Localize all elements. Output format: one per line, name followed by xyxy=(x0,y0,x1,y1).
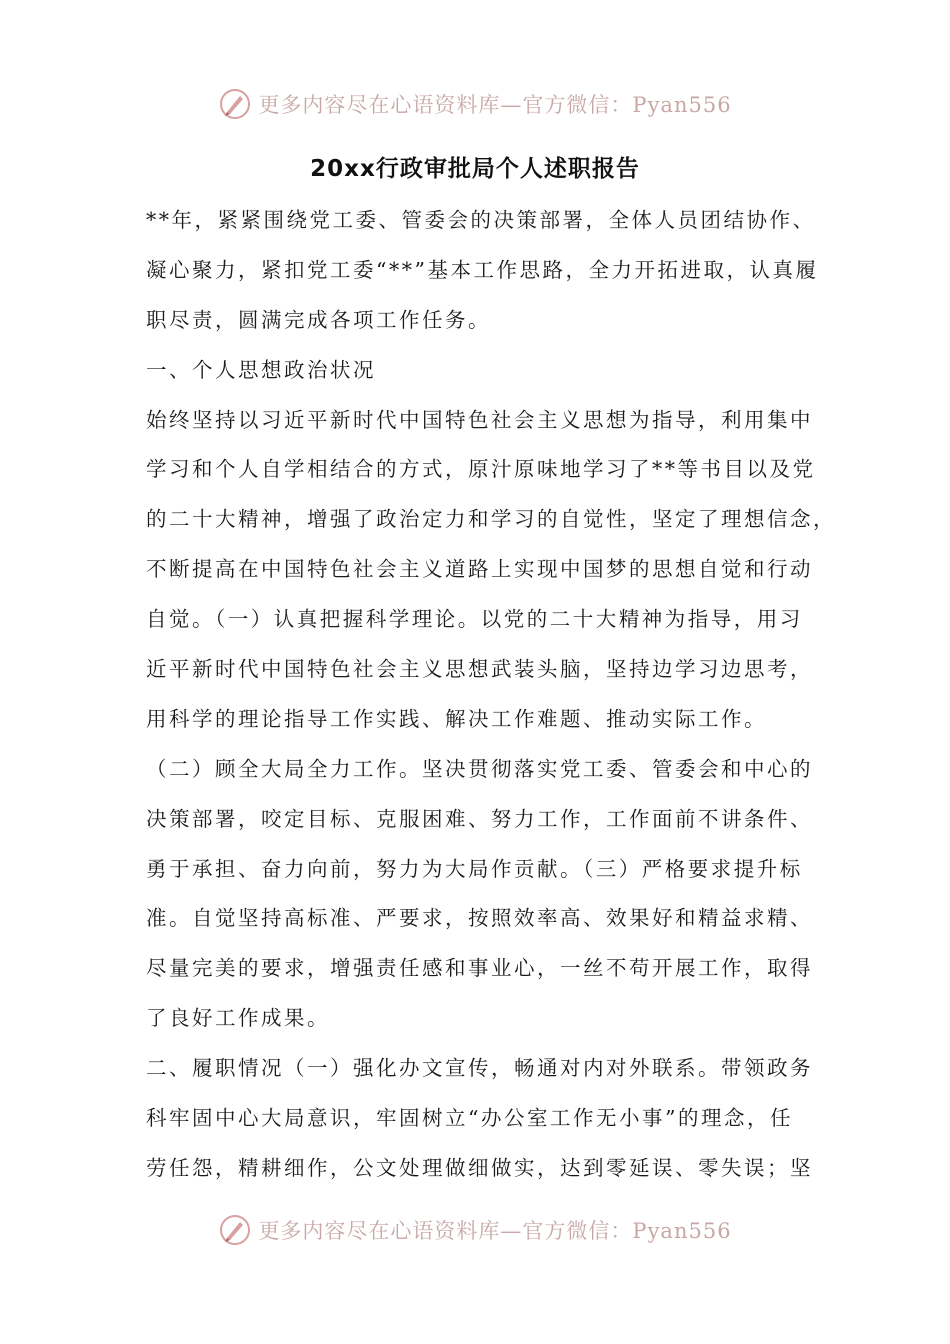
paragraph-line: 劳任怨，精耕细作，公文处理做细做实，达到零延误、零失误；坚 xyxy=(146,1155,813,1180)
paragraph-line: 职尽责，圆满完成各项工作任务。 xyxy=(146,307,491,332)
paragraph-line: 尽量完美的要求，增强责任感和事业心，一丝不苟开展工作，取得 xyxy=(146,956,813,981)
paragraph-line: 了良好工作成果。 xyxy=(146,1006,330,1031)
paragraph-line: 决策部署，咬定目标、克服困难、努力工作，工作面前不讲条件、 xyxy=(146,806,813,831)
paragraph-line: 自觉。（一）认真把握科学理论。以党的二十大精神为指导，用习 xyxy=(146,607,803,632)
paragraph-line: 学习和个人自学相结合的方式，原汁原味地学习了**等书目以及党 xyxy=(146,457,816,482)
paragraph-line: 不断提高在中国特色社会主义道路上实现中国梦的思想自觉和行动 xyxy=(146,557,813,582)
paragraph-line: 用科学的理论指导工作实践、解决工作难题、推动实际工作。 xyxy=(146,706,767,731)
paragraph-line: **年，紧紧围绕党工委、管委会的决策部署，全体人员团结协作、 xyxy=(146,208,816,232)
paragraph-line: 的二十大精神，增强了政治定力和学习的自觉性，坚定了理想信念， xyxy=(146,507,836,532)
paragraph-line: 始终坚持以习近平新时代中国特色社会主义思想为指导，利用集中 xyxy=(146,407,813,432)
footer-watermark-banner xyxy=(0,1208,950,1252)
paragraph-line: （二）顾全大局全力工作。坚决贯彻落实党工委、管委会和中心的 xyxy=(146,756,813,781)
document-title: 20xx行政审批局个人述职报告 xyxy=(310,156,640,182)
paragraph-line: 科牢固中心大局意识，牢固树立“办公室工作无小事”的理念，任 xyxy=(146,1106,793,1131)
paragraph-line: 凝心聚力，紧扣党工委“**”基本工作思路，全力开拓进取，认真履 xyxy=(146,257,819,282)
pen-circle-logo-icon xyxy=(218,1213,252,1247)
section-heading: 二、履职情况（一）强化办文宣传，畅通对内对外联系。带领政务 xyxy=(146,1056,813,1081)
paragraph-line: 勇于承担、奋力向前，努力为大局作贡献。（三）严格要求提升标 xyxy=(146,856,803,881)
section-heading: 一、个人思想政治状况 xyxy=(146,357,376,382)
paragraph-line: 近平新时代中国特色社会主义思想武装头脑，坚持边学习边思考， xyxy=(146,657,813,682)
header-watermark-banner xyxy=(0,82,950,126)
pen-circle-logo-icon xyxy=(218,87,252,121)
paragraph-line: 准。自觉坚持高标准、严要求，按照效率高、效果好和精益求精、 xyxy=(146,906,813,931)
document-body xyxy=(146,196,836,1194)
watermark-text: 更多内容尽在心语资料库—官方微信：Pyan556 xyxy=(258,1219,732,1243)
watermark-text: 更多内容尽在心语资料库—官方微信：Pyan556 xyxy=(258,93,732,117)
